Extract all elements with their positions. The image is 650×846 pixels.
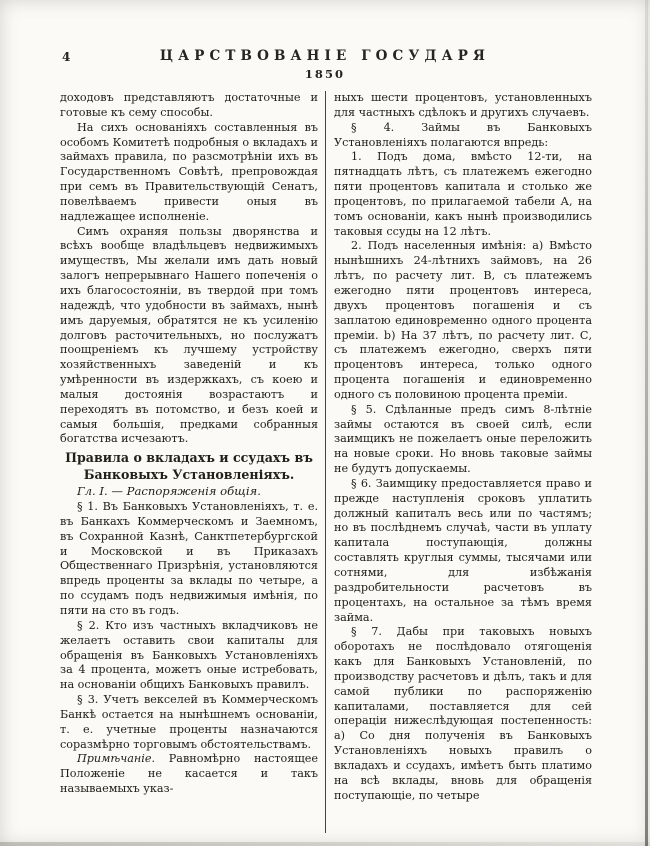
page-header bbox=[0, 0, 650, 81]
left-column bbox=[60, 91, 325, 833]
paragraph: 2. Подъ населенныя имѣнія: а) Вмѣсто нынѣшнихъ 24-лѣтнихъ займовъ, на 26 лѣтъ, по расчету лит. В, съ платежемъ ежегодно пяти процентовъ интереса, двухъ процентовъ погашенія и съ заплатою единовременно одного процента преміи. b) На 37 лѣтъ, по расчету лит. С, съ платежемъ ежегодно, сверхъ пяти процентовъ интереса, только одного процента погашенія и единовременно одного съ половиною процента преміи. bbox=[334, 239, 592, 401]
note-text: Равномѣрно настоящее Положеніе не касается и такъ называемыхъ указ- bbox=[60, 752, 318, 796]
paragraph: § 7. Дабы при таковыхъ новыхъ оборотахъ не послѣдовало отягощенія какъ для Банковыхъ Установленій, по производству расчетовъ и дѣлъ, такъ и для самой публики по распоряженію капиталами, поставляется для сей операціи нижеслѣдующая постепенность: а) Со дня полученія въ Банковыхъ Установленіяхъ новыхъ правилъ о вкладахъ и ссудахъ, имѣетъ быть платимо на всѣ вклады, вновь для обращенія поступающіе, по четыре bbox=[334, 625, 592, 802]
header-title: ЦАРСТВОВАНІЕ ГОСУДАРЯ bbox=[159, 48, 491, 64]
paragraph: § 3. Учетъ векселей въ Коммерческомъ Банкѣ остается на нынѣшнемъ основаніи, т. е. учетные проценты назначаются соразмѣрно торговымъ обстоятельствамъ. bbox=[60, 693, 318, 751]
paragraph: § 2. Кто изъ частныхъ вкладчиковъ не желаетъ оставить свои капиталы для обращенія въ Банковыхъ Установленіяхъ за 4 процента, можетъ оные истребовать, на основаніи общихъ Банковыхъ правилъ. bbox=[60, 618, 318, 692]
scan-edge-artifact bbox=[645, 0, 648, 846]
paragraph: § 4. Займы въ Банковыхъ Установленіяхъ полагаются впредь: bbox=[334, 120, 592, 149]
paragraph: § 5. Сдѣланные предъ симъ 8-лѣтніе займы остаются въ своей силѣ, если заимщикъ не пожелаетъ оные переложить на новые сроки. Но вновь таковые займы не будутъ допускаемы. bbox=[334, 402, 592, 476]
note-label: Примѣчаніе. bbox=[77, 752, 156, 766]
paragraph: доходовъ представляютъ достаточные и готовые къ сему способы. bbox=[60, 91, 318, 119]
section-heading: Правила о вкладахъ и ссудахъ въ Банковыхъ Установленіяхъ. bbox=[65, 450, 313, 482]
scan-edge-artifact bbox=[0, 842, 650, 846]
header-year: 1850 bbox=[304, 67, 346, 81]
chapter-heading: Гл. I. — Распоряженія общія. bbox=[77, 484, 261, 499]
right-column bbox=[326, 91, 592, 833]
note-paragraph bbox=[60, 752, 318, 797]
text-columns bbox=[60, 91, 592, 833]
paragraph: 1. Подъ дома, вмѣсто 12-ти, на пятнадцать лѣтъ, съ платежемъ ежегодно пяти процентовъ капитала и столько же процентовъ, по прилагаемой табели А, на томъ основаніи, какъ нынѣ производились таковыя ссуды на 12 лѣтъ. bbox=[334, 150, 592, 238]
paragraph: ныхъ шести процентовъ, установленныхъ для частныхъ сдѣлокъ и другихъ случаевъ. bbox=[334, 91, 592, 119]
paragraph: § 1. Въ Банковыхъ Установленіяхъ, т. е. въ Банкахъ Коммерческомъ и Заемномъ, въ Сохранной Казнѣ, Санктпетербургской и Московской и въ Приказахъ Общественнаго Призрѣнія, установляются впредь проценты за вклады по четыре, а по ссудамъ подъ недвижимыя имѣнія, по пяти на сто въ годъ. bbox=[60, 500, 318, 617]
paragraph: На сихъ основаніяхъ составленныя въ особомъ Комитетѣ подробныя о вкладахъ и займахъ правила, по разсмотрѣніи ихъ въ Государственномъ Совѣтѣ, препровождая при семъ въ Правительствующій Сенатъ, повелѣваемъ привести оныя въ надлежащее исполненіе. bbox=[60, 120, 318, 223]
paragraph: Симъ охраняя пользы дворянства и всѣхъ вообще владѣльцевъ недвижимыхъ имуществъ, Мы желали имъ дать новый залогъ непрерывнаго Нашего попеченія о ихъ благосостояніи, въ твердой при томъ надеждѣ, что удобности въ займахъ, нынѣ имъ даруемыя, обратятся не къ усиленію долговъ расточительныхъ, но послужатъ поощреніемъ къ лучшему устройству хозяйственныхъ заведеній и къ умѣренности въ издержкахъ, съ коею и малыя достоянія возрастаютъ и переходятъ въ потомство, и безъ коей и самыя большія, предками собранныя богатства исчезаютъ. bbox=[60, 224, 318, 446]
page-number: 4 bbox=[62, 50, 71, 64]
paragraph: § 6. Заимщику предоставляется право и прежде наступленія сроковъ уплатить должный капиталъ весь или по частямъ; но въ послѣднемъ случаѣ, части въ уплату капитала поступающія, должны составлять круглыя суммы, тысячами или сотнями, для избѣжанія раздробительности расчетовъ въ процентахъ, на остальное за тѣмъ время займа. bbox=[334, 476, 592, 624]
